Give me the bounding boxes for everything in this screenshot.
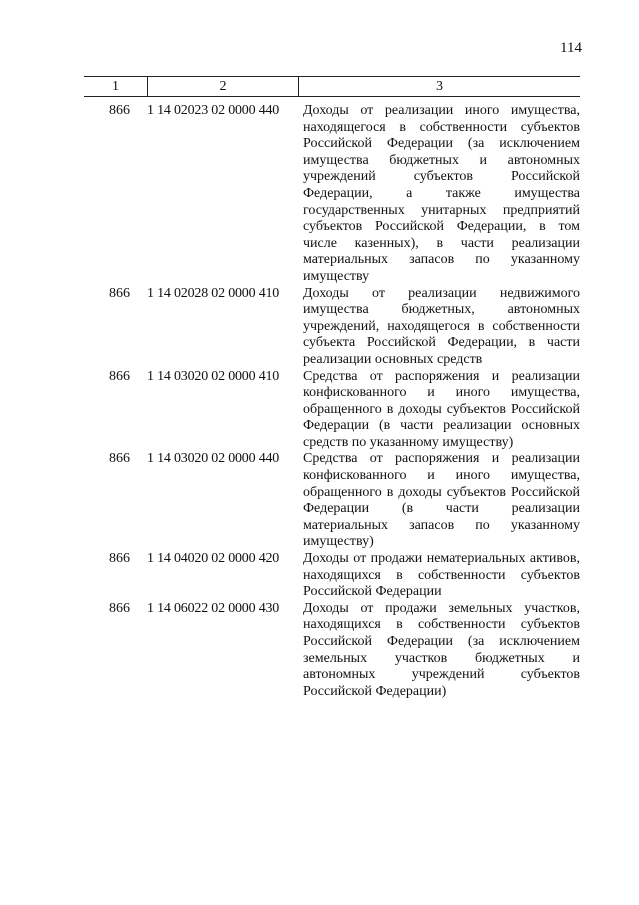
table-row: [84, 551, 580, 601]
kbk-cell: 1 14 02023 02 0000 440: [147, 103, 280, 118]
admin-code-cell: 866: [109, 368, 130, 384]
description-cell: Средства от распоряжения и реализации конфискованного и иного имущества, обращенного в доходы субъектов Российской Федерации (в части реализации основных средств по указанному имуществу): [303, 368, 580, 450]
column-header-2: 2: [148, 77, 299, 96]
kbk-cell: 1 14 03020 02 0000 440: [147, 451, 280, 467]
description-cell: Доходы от продажи земельных участков, находящихся в собственности субъектов Российской Федерации (за исключением земельных участков бюджетных и автономных учреждений субъектов Российской Федерации): [303, 600, 580, 699]
table-row: [84, 369, 580, 452]
admin-code-cell: 866: [109, 451, 130, 467]
column-header-3: 3: [436, 78, 443, 94]
table-body: [84, 103, 580, 700]
table-row: [84, 601, 580, 701]
admin-code-cell: 866: [109, 551, 130, 567]
description-cell: Доходы от реализации иного имущества, находящегося в собственности субъектов Российской Федерации (за исключением имущества бюджетных и автономных учреждений субъектов Российской Федерации, а также имущества государственных унитарных предприятий субъектов Российской Федерации, в том числе казенных), в части реализации материальных запасов по указанному имуществу: [303, 103, 580, 284]
page-number: 114: [560, 40, 582, 56]
admin-code-cell: 866: [109, 285, 130, 301]
admin-code-cell: 866: [109, 103, 130, 118]
kbk-cell: 1 14 03020 02 0000 410: [147, 368, 280, 384]
table-row: [84, 286, 580, 369]
kbk-cell: 1 14 04020 02 0000 420: [147, 551, 280, 567]
table-header: [84, 76, 580, 97]
table-row: [84, 451, 580, 551]
column-header-1: 1: [84, 77, 148, 96]
admin-code-cell: 866: [109, 600, 130, 616]
description-cell: Средства от распоряжения и реализации конфискованного и иного имущества, обращенного в доходы субъектов Российской Федерации (в части реализации материальных запасов по указанному имуществу): [303, 451, 580, 550]
kbk-cell: 1 14 02028 02 0000 410: [147, 285, 280, 301]
description-cell: Доходы от реализации недвижимого имущества бюджетных, автономных учреждений, находящегося в собственности субъекта Российской Федерации, в части реализации основных средств: [303, 285, 580, 367]
kbk-cell: 1 14 06022 02 0000 430: [147, 600, 280, 616]
table-row: [84, 103, 580, 286]
description-cell: Доходы от продажи нематериальных активов, находящихся в собственности субъектов Российской Федерации: [303, 551, 580, 600]
